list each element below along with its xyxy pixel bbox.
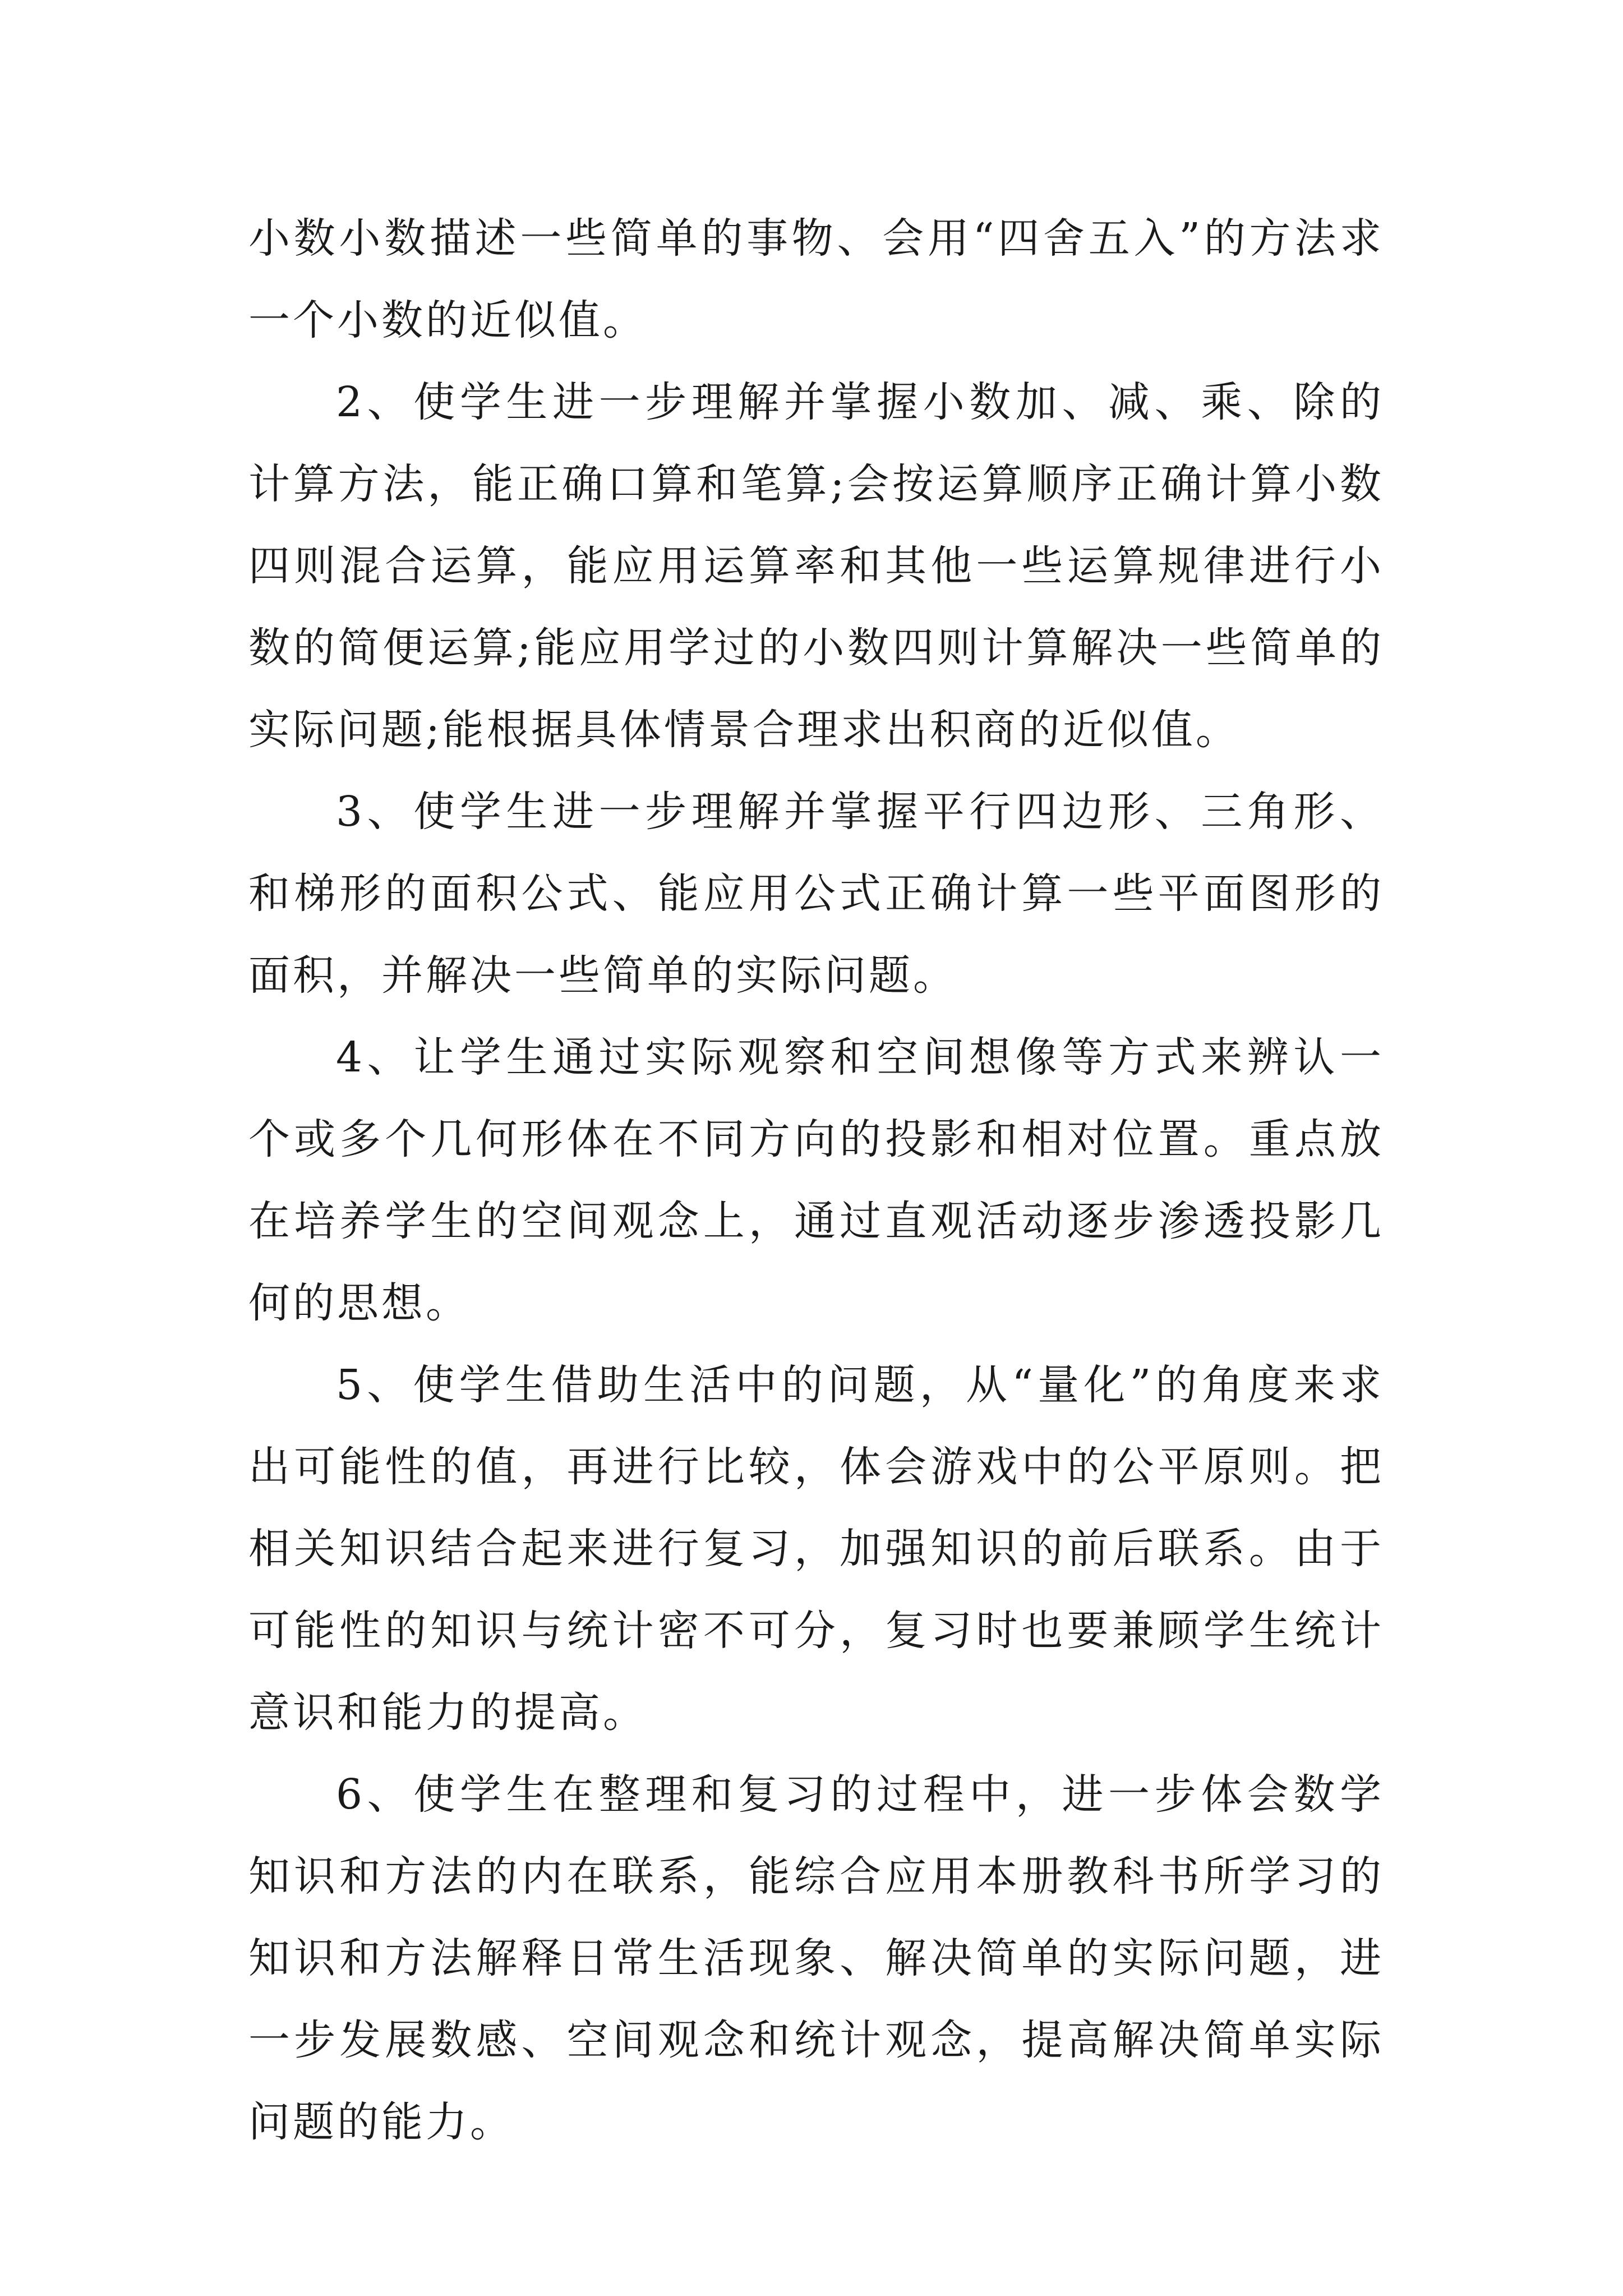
paragraph-item-3: 3、使学生进一步理解并掌握平行四边形、三角形、和梯形的面积公式、能应用公式正确计算一些平面图形的面积，并解决一些简单的实际问题。 [248,788,1384,1000]
paragraph-item-2: 2、使学生进一步理解并掌握小数加、减、乘、除的计算方法，能正确口算和笔算;会按运算顺序正确计算小数四则混合运算，能应用运算率和其他一些运算规律进行小数的简便运算;能应用学过的小数四则计算解决一些简单的实际问题;能根据具体情景合理求出积商的近似值。 [248,378,1384,754]
paragraph-item-4: 4、让学生通过实际观察和空间想像等方式来辨认一个或多个几何形体在不同方向的投影和相对位置。重点放在培养学生的空间观念上，通过直观活动逐步渗透投影几何的思想。 [248,1033,1384,1327]
document-body [248,197,1384,2163]
paragraph-continuation: 小数小数描述一些简单的事物、会用“四舍五入”的方法求一个小数的近似值。 [248,214,1384,344]
paragraph-item-5: 5、使学生借助生活中的问题，从“量化”的角度来求出可能性的值，再进行比较，体会游戏中的公平原则。把相关知识结合起来进行复习，加强知识的前后联系。由于可能性的知识与统计密不可分，复习时也要兼顾学生统计意识和能力的提高。 [248,1361,1384,1737]
paragraph-item-6: 6、使学生在整理和复习的过程中，进一步体会数学知识和方法的内在联系，能综合应用本册教科书所学习的知识和方法解释日常生活现象、解决简单的实际问题，进一步发展数感、空间观念和统计观念，提高解决简单实际问题的能力。 [248,1770,1384,2146]
